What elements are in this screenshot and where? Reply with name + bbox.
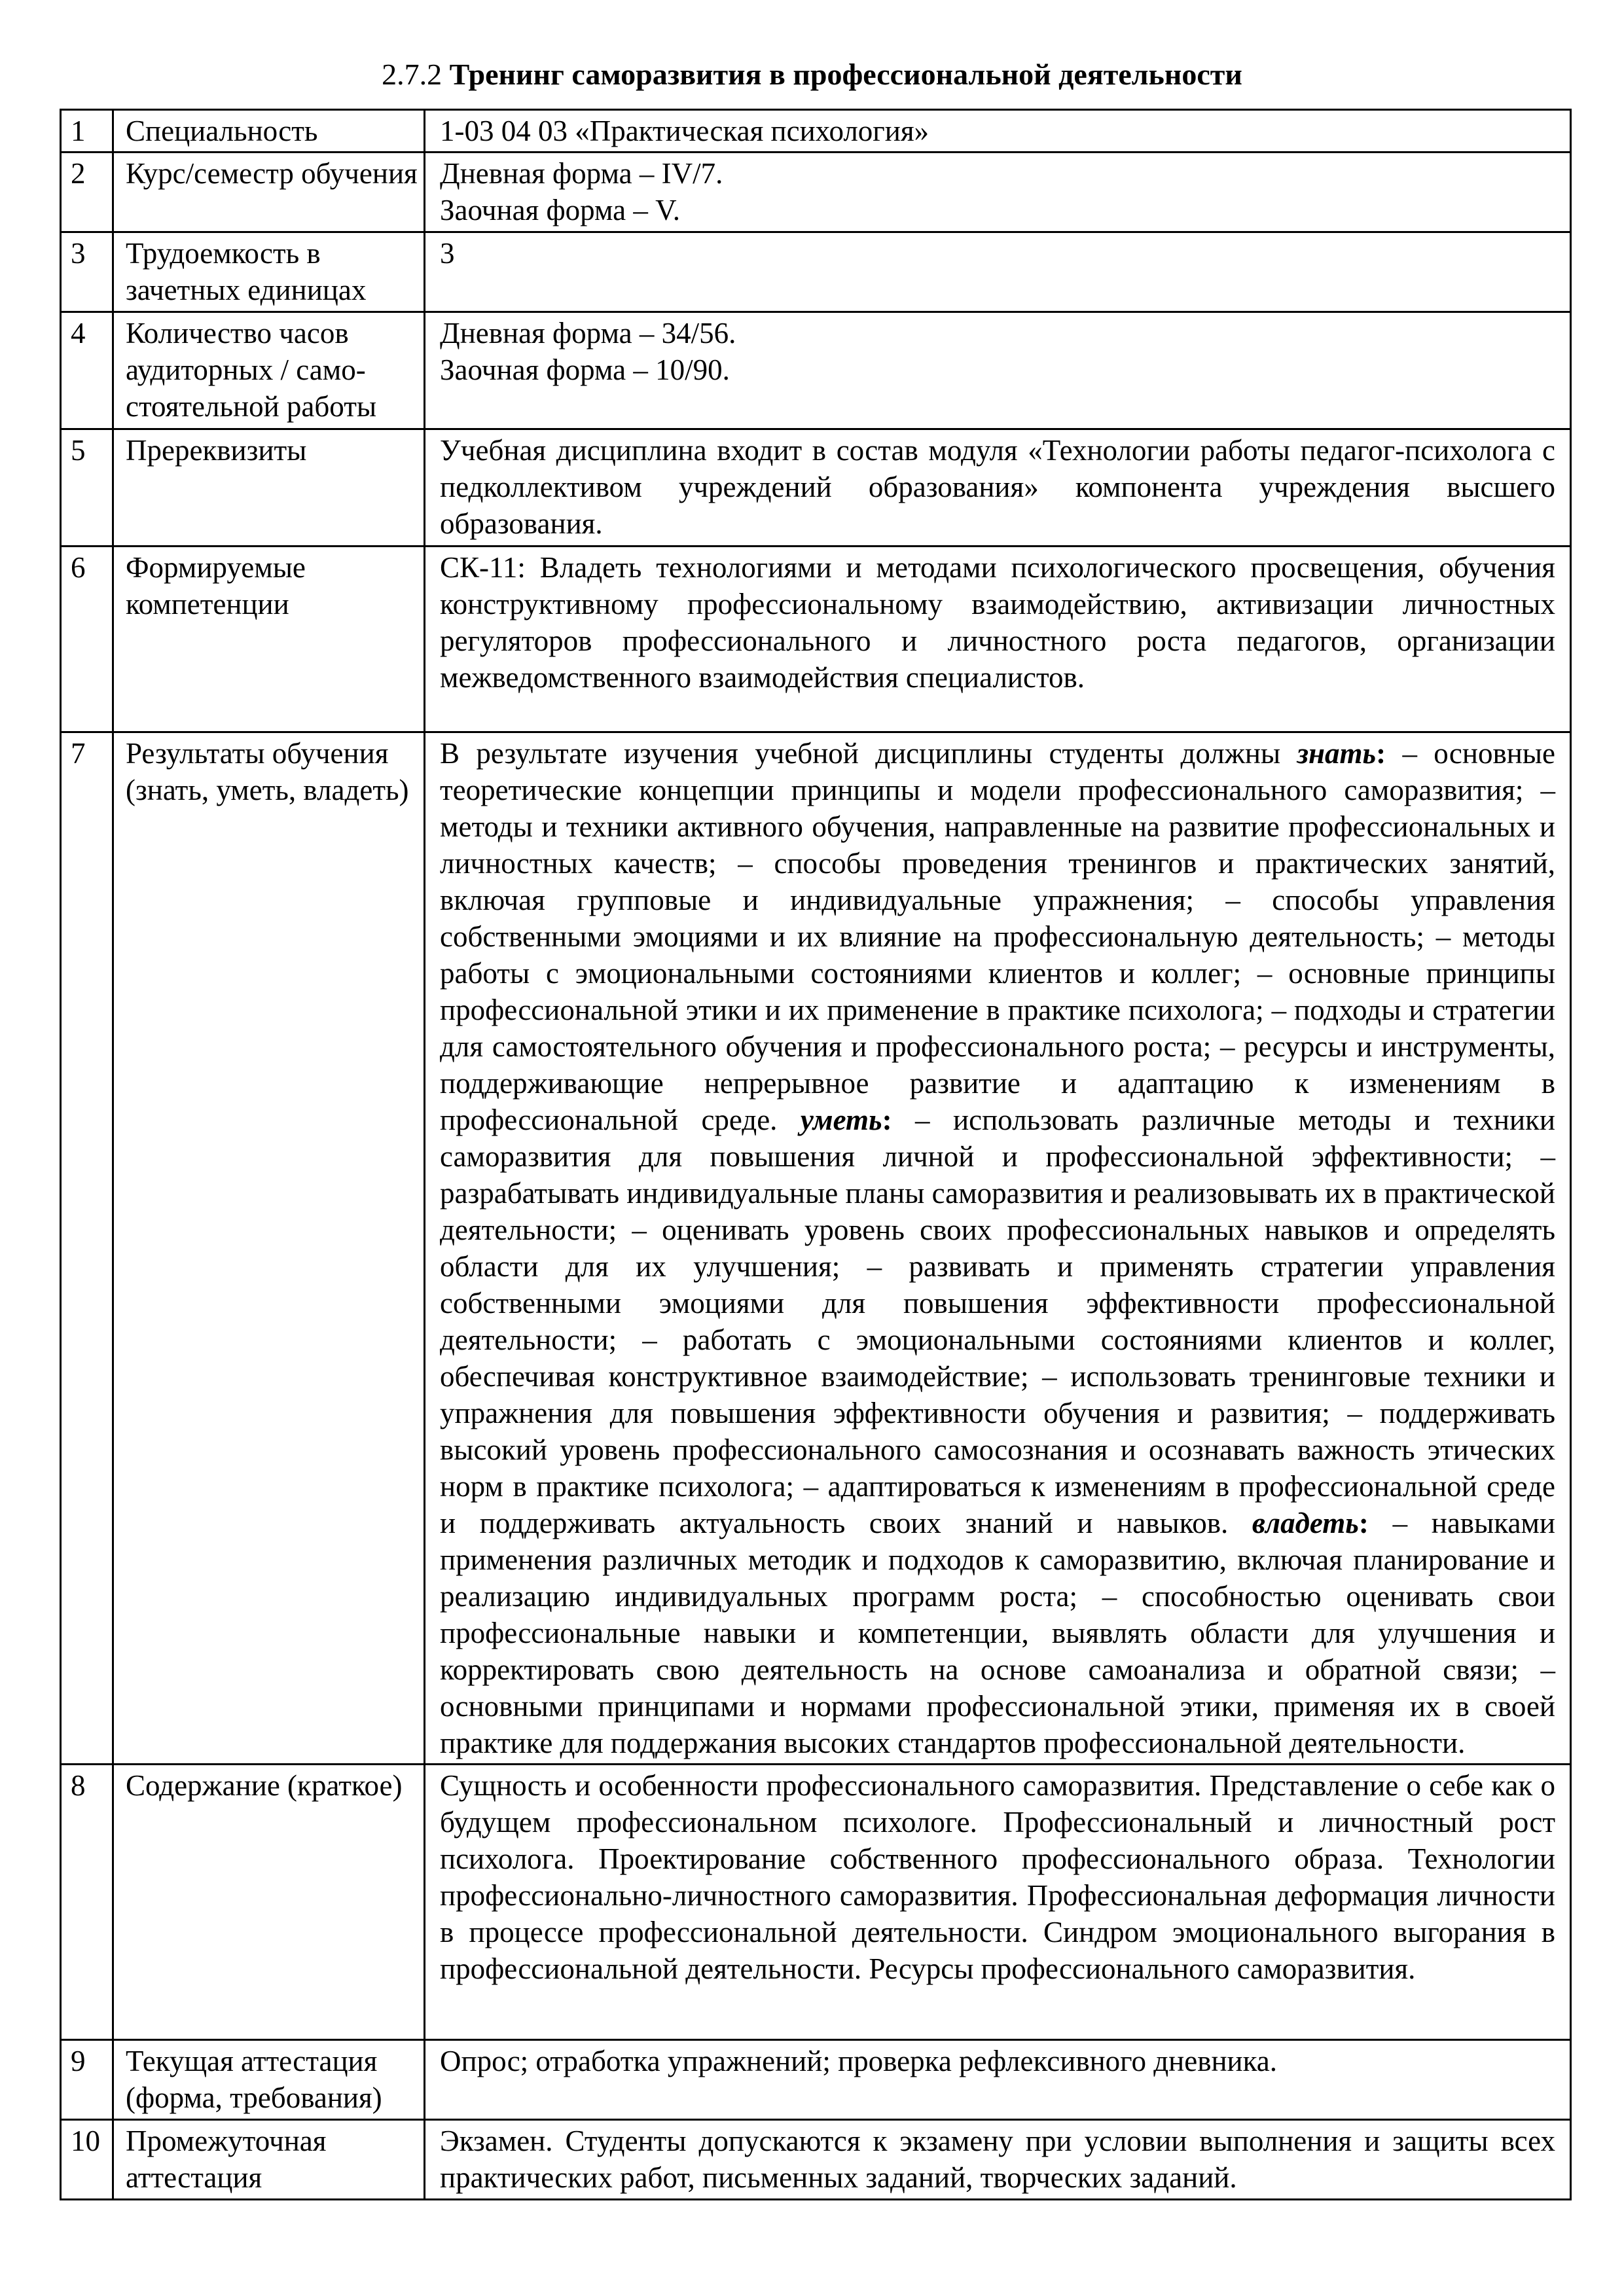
table-row — [61, 732, 1571, 1765]
row-value — [425, 732, 1571, 1765]
row-value — [425, 110, 1571, 152]
own-text: – навыками применения различных методик и подходов к саморазвитию, включая планирование и реализацию индивидуальных программ роста; – способностью оценивать свои профессиональные навыки и компетенции, выявлять области для улучшения и корректировать свою деятельность на основе самоанализа и обратной связи; – основными принципами и нормами профессиональной этики, применяя их в своей практике для поддержания высоких стандартов профессиональной деятельности. — [440, 1507, 1555, 1759]
can-text: – использовать различные методы и техники саморазвития для повышения личной и профессиональной эффективности; – разрабатывать индивидуальные планы саморазвития и реализовывать их в практической деятельности; – оценивать уровень своих профессиональных навыков и определять области для их улучшения; – развивать и применять стратегии управления собственными эмоциями для повышения эффективности профессиональной деятельности; – работать с эмоциональными состояниями клиентов и коллег, обеспечивая конструктивное взаимодействие; – использовать тренинговые техники и упражнения для повышения эффективности обучения и развития; – поддерживать высокий уровень профессионального самосознания и осознавать важность этических норм в практике психолога; – адаптироваться к изменениям в профессиональной среде и поддерживать актуальность своих знаний и навыков. — [440, 1103, 1555, 1539]
row-number: 4 — [61, 312, 113, 429]
table-row — [61, 1765, 1571, 2040]
value-line: Дневная форма – IV/7. — [440, 157, 723, 190]
table-row — [61, 312, 1571, 429]
table-row — [61, 232, 1571, 312]
row-label: Специальность — [113, 110, 425, 152]
row-label: Промежуточная аттестация — [113, 2120, 425, 2200]
value-line: Дневная форма – 34/56. — [440, 317, 736, 350]
section-number: 2.7.2 — [382, 58, 442, 91]
keyword-colon: : — [1376, 737, 1386, 770]
row-label: Пререквизиты — [113, 429, 425, 547]
row-label: Содержание (краткое) — [113, 1765, 425, 2040]
row-label: Результаты обучения (знать, уметь, владеть) — [113, 732, 425, 1765]
course-spec-table — [60, 109, 1572, 2200]
row-number: 5 — [61, 429, 113, 547]
row-number: 7 — [61, 732, 113, 1765]
keyword-know: знать — [1297, 737, 1377, 770]
row-label: Текущая аттестация (форма, требования) — [113, 2040, 425, 2120]
keyword-colon: : — [1358, 1507, 1369, 1539]
know-text: – основные теоретические концепции принципы и модели профессионального саморазвития; – методы и техники активного обучения, направленные на развитие профессиональных и личностных качеств; – способы проведения тренингов и практических занятий, включая групповые и индивидуальные упражнения; – способы управления собственными эмоциями и их влияние на профессиональную деятельность; – методы работы с эмоциональными состояниями клиентов и коллег; – основные принципы профессиональной этики и их применение в практике психолога; – подходы и стратегии для самостоятельного обучения и профессионального роста; – ресурсы и инструменты, поддерживающие непрерывное развитие и адаптацию к изменениям в профессиональной среде. — [440, 737, 1555, 1136]
row-value: Экзамен. Студенты допускаются к экзамену при условии выполнения и защиты всех практических работ, письменных заданий, творческих заданий. — [425, 2120, 1571, 2200]
row-label: Количество часов аудиторных / само-стоятельной работы — [113, 312, 425, 429]
row-number: 6 — [61, 547, 113, 732]
row-value — [425, 232, 1571, 312]
row-value — [425, 312, 1571, 429]
value-line: 1-03 04 03 «Практическая психология» — [440, 115, 929, 147]
table-row — [61, 2040, 1571, 2120]
row-number: 8 — [61, 1765, 113, 2040]
keyword-colon: : — [882, 1103, 892, 1136]
row-value: Опрос; отработка упражнений; проверка рефлексивного дневника. — [425, 2040, 1571, 2120]
keyword-can: уметь — [800, 1103, 882, 1136]
value-line: Заочная форма – V. — [440, 194, 681, 226]
section-name: Тренинг саморазвития в профессиональной деятельности — [449, 58, 1242, 91]
row-label: Формируемые компетенции — [113, 547, 425, 732]
row-number: 1 — [61, 110, 113, 152]
row-value: Учебная дисциплина входит в состав модуля «Технологии работы педагог-психолога с педколлективом учреждений образования» компонента учреждения высшего образования. — [425, 429, 1571, 547]
page-title — [0, 55, 1624, 94]
row-number: 9 — [61, 2040, 113, 2120]
table-row — [61, 547, 1571, 732]
row-number: 10 — [61, 2120, 113, 2200]
keyword-own: владеть — [1252, 1507, 1359, 1539]
row-number: 2 — [61, 152, 113, 232]
row-value — [425, 152, 1571, 232]
row-label: Курс/семестр обучения — [113, 152, 425, 232]
table-row — [61, 110, 1571, 152]
outcomes-intro: В результате изучения учебной дисциплины студенты должны — [440, 737, 1297, 770]
value-line: 3 — [440, 237, 455, 270]
table-row — [61, 429, 1571, 547]
value-line: Заочная форма – 10/90. — [440, 353, 730, 386]
row-number: 3 — [61, 232, 113, 312]
table-row — [61, 152, 1571, 232]
row-value: Сущность и особенности профессионального саморазвития. Представление о себе как о будущем профессиональном психологе. Профессиональный и личностный рост психолога. Проектирование собственного профессионального образа. Технологии профессионально-личностного саморазвития. Профессиональная деформация личности в процессе профессиональной деятельности. Синдром эмоционального выгорания в профессиональной деятельности. Ресурсы профессионального саморазвития. — [425, 1765, 1571, 2040]
row-value: СК-11: Владеть технологиями и методами психологического просвещения, обучения конструктивному профессиональному взаимодействию, активизации личностных регуляторов профессионального и личностного роста педагогов, организации межведомственного взаимодействия специалистов. — [425, 547, 1571, 732]
row-label: Трудоемкость в зачетных единицах — [113, 232, 425, 312]
table-row — [61, 2120, 1571, 2200]
